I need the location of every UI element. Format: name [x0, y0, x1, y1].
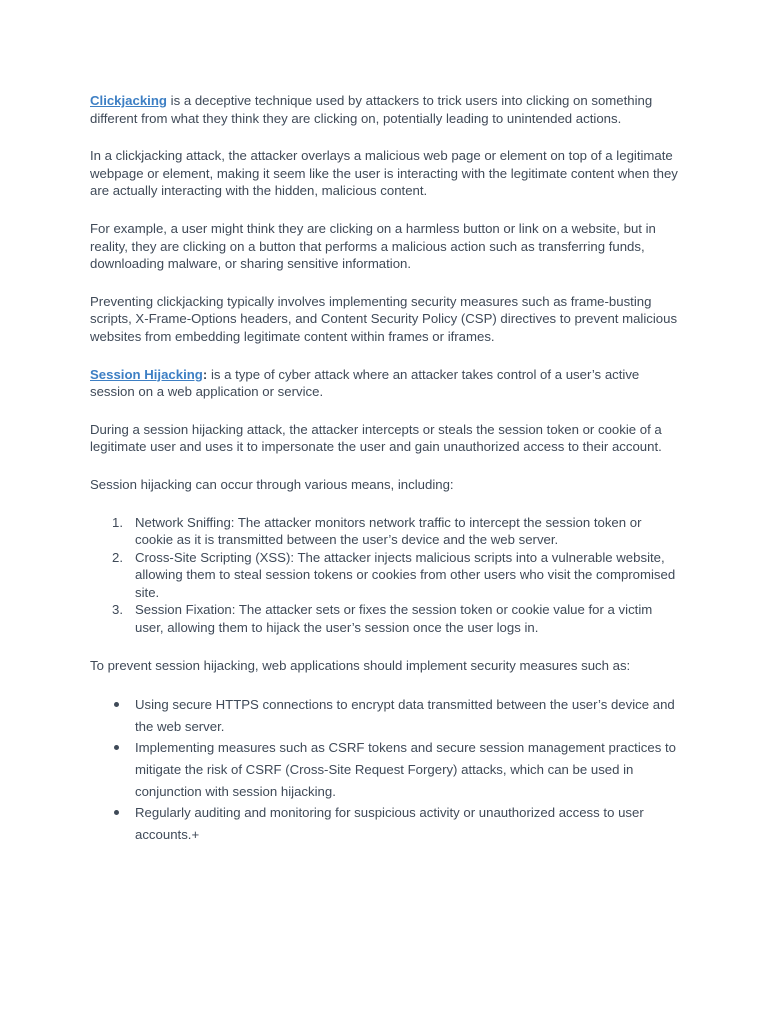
- list-item: [90, 694, 682, 737]
- list-item-text: Implementing measures such as CSRF tokens and secure session management practices to mitigate the risk of CSRF (Cross-Site Request Forgery) attacks, which can be used in conjunction with session hijacking.: [135, 740, 676, 799]
- list-item-number: 1.: [112, 514, 123, 530]
- prevention-measures-list: [90, 694, 682, 845]
- list-item-text: Cross-Site Scripting (XSS): The attacker injects malicious scripts into a vulnerable website, allowing them to steal session tokens or cookies from other users who visit the compromised site.: [135, 549, 676, 600]
- prevention-intro-paragraph: To prevent session hijacking, web applications should implement security measures such as:: [90, 657, 631, 673]
- clickjacking-link[interactable]: Clickjacking: [90, 93, 167, 108]
- list-item-text: Using secure HTTPS connections to encrypt data transmitted between the user’s device and the web server.: [135, 697, 675, 734]
- clickjacking-intro-paragraph: [90, 92, 682, 127]
- list-item-number: 3.: [112, 602, 123, 618]
- session-hijacking-means-list: [90, 514, 682, 637]
- list-item: [90, 549, 682, 602]
- session-hijacking-link[interactable]: Session Hijacking: [90, 366, 203, 382]
- list-item: [90, 802, 682, 845]
- bullet-icon: [114, 810, 119, 815]
- list-item-text: Network Sniffing: The attacker monitors network traffic to intercept the session token or cookie as it is transmitted between the user’s device and the web server.: [135, 514, 642, 548]
- session-hijacking-intro-text: is a type of cyber attack where an attacker takes control of a user’s active session on a web application or service.: [90, 366, 640, 400]
- session-hijacking-attack-paragraph: During a session hijacking attack, the attacker intercepts or steals the session token or cookie of a legitimate user and uses it to impersonate the user and gain unauthorized access to their account.: [90, 421, 662, 455]
- list-item-text: Regularly auditing and monitoring for suspicious activity or unauthorized access to user accounts.+: [135, 805, 644, 842]
- bullet-icon: [114, 745, 119, 750]
- session-hijacking-means-intro: Session hijacking can occur through various means, including:: [90, 476, 454, 492]
- list-item: [90, 601, 682, 636]
- clickjacking-prevention-paragraph: Preventing clickjacking typically involves implementing security measures such as frame-busting scripts, X-Frame-Options headers, and Content Security Policy (CSP) directives to prevent malicious websites from embedding legitimate content within frames or iframes.: [90, 293, 678, 344]
- session-hijacking-term-colon: :: [202, 366, 208, 382]
- clickjacking-example-paragraph: For example, a user might think they are clicking on a harmless button or link on a website, but in reality, they are clicking on a button that performs a malicious action such as transferring funds, downloading malware, or sharing sensitive information.: [90, 220, 656, 272]
- session-hijacking-intro-paragraph: [90, 366, 682, 401]
- clickjacking-attack-paragraph: In a clickjacking attack, the attacker overlays a malicious web page or element on top of a legitimate webpage or element, making it seem like the user is interacting with the legitimate content when they are actually interacting with the hidden, malicious content.: [90, 148, 678, 199]
- clickjacking-intro-text: is a deceptive technique used by attackers to trick users into clicking on something different from what they think they are clicking on, potentially leading to unintended actions.: [90, 93, 653, 126]
- list-item: [90, 514, 682, 549]
- list-item-text: Session Fixation: The attacker sets or fixes the session token or cookie value for a victim user, allowing them to hijack the user’s session once the user logs in.: [135, 602, 653, 636]
- document-body: [90, 92, 682, 845]
- bullet-icon: [114, 702, 119, 707]
- list-item: [90, 737, 682, 802]
- list-item-number: 2.: [112, 549, 123, 565]
